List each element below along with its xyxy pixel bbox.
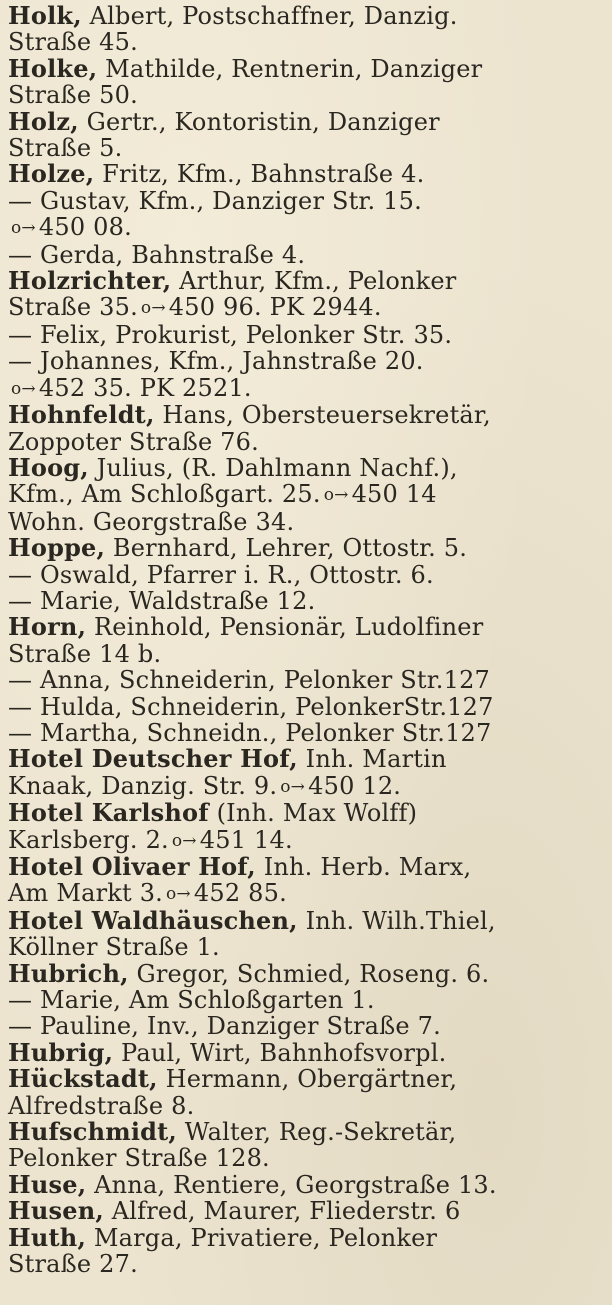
entry-hoog xyxy=(8,452,604,536)
entry-name: Holk, xyxy=(8,1,82,30)
entry-line1: Felix, Prokurist, Pelonker Str. 35. xyxy=(40,320,453,349)
entry-holke xyxy=(8,53,604,110)
entry-line2 xyxy=(8,771,604,800)
entry-husen xyxy=(8,1198,604,1224)
entry-line1: Pauline, Inv., Danziger Straße 7. xyxy=(40,1012,441,1041)
entry-line1: Gregor, Schmied, Roseng. 6. xyxy=(128,959,490,988)
entry-address: Am Markt 3. xyxy=(8,879,163,908)
entry-phone: 450 12. xyxy=(308,771,402,800)
entry-line2: Zoppoter Straße 76. xyxy=(8,427,259,456)
entry-hotel-waldhaeuschen xyxy=(8,905,604,962)
entry-name: Hotel Waldhäuschen, xyxy=(8,905,298,935)
entry-name: Hotel Olivaer Hof, xyxy=(8,852,256,881)
entry-phone: 450 08. xyxy=(38,213,132,242)
entry-line1: Bernhard, Lehrer, Ottostr. 5. xyxy=(105,534,468,563)
entry-hotel-karlshof xyxy=(8,800,604,854)
telephone-icon: o→ xyxy=(166,884,191,905)
entry-name: Huth, xyxy=(8,1222,87,1252)
entry-name: Holz, xyxy=(8,106,79,136)
entry-line2 xyxy=(8,879,604,908)
entry-hoppe xyxy=(8,535,604,561)
entry-line1: Inh. Martin xyxy=(297,745,447,774)
entry-line1: Alfred, Maurer, Fliederstr. 6 xyxy=(103,1197,461,1226)
entry-line1: Oswald, Pfarrer i. R., Ottostr. 6. xyxy=(40,560,434,589)
entry-address: Karlsberg. 2. xyxy=(8,825,169,854)
entry-dash: — xyxy=(8,240,41,269)
entry-phone: 451 14. xyxy=(199,825,293,854)
telephone-icon: o→ xyxy=(11,218,36,239)
entry-dash: — xyxy=(8,186,41,215)
entry-name: Hotel Deutscher Hof, xyxy=(8,744,298,774)
telephone-icon: o→ xyxy=(11,378,36,399)
entry-phone: 452 85. xyxy=(193,879,287,908)
entry-pauline xyxy=(8,1013,604,1039)
entry-martha xyxy=(8,720,604,746)
entry-dash: — xyxy=(8,320,41,349)
entry-johannes xyxy=(8,348,604,402)
entry-address: Kfm., Am Schloßgart. 25. xyxy=(8,480,321,509)
entry-hueckstadt xyxy=(8,1066,604,1119)
entry-name: Huse, xyxy=(8,1169,87,1199)
entry-line1: Marie, Waldstraße 12. xyxy=(40,586,316,615)
entry-line1: Marie, Am Schloßgarten 1. xyxy=(40,986,375,1015)
entry-oswald xyxy=(8,562,604,588)
entry-gerda xyxy=(8,242,604,268)
entry-name: Holke, xyxy=(8,53,98,83)
entry-address: Straße 35. xyxy=(8,293,138,322)
entry-marie-hoppe xyxy=(8,588,604,614)
entry-name: Hotel Karlshof xyxy=(8,798,209,828)
entry-name: Hufschmidt, xyxy=(8,1117,177,1147)
entry-hotel-deutscher-hof xyxy=(8,746,604,800)
entry-dash: — xyxy=(8,560,41,589)
entry-name: Hoog, xyxy=(8,452,89,482)
entry-line2 xyxy=(8,480,604,509)
entry-dash: — xyxy=(8,718,41,747)
entry-line1: Julius, (R. Dahlmann Nachf.), xyxy=(88,453,458,482)
entry-line1: Hans, Obersteuersekretär, xyxy=(154,401,491,430)
entry-dash: — xyxy=(8,347,41,376)
entry-name: Hückstadt, xyxy=(8,1064,158,1094)
entry-line1: Hulda, Schneiderin, PelonkerStr.127 xyxy=(40,692,494,721)
entry-name: Holzrichter, xyxy=(8,266,172,296)
entry-hohnfeldt xyxy=(8,402,604,455)
entry-phone: 450 14 xyxy=(351,480,437,509)
entry-line1: Hermann, Obergärtner, xyxy=(157,1065,458,1094)
telephone-icon: o→ xyxy=(171,830,197,851)
entry-hufschmidt xyxy=(8,1119,604,1172)
entry-felix xyxy=(8,322,604,348)
entry-phone: 450 96. xyxy=(168,293,262,322)
entry-huth xyxy=(8,1222,604,1279)
entry-line2 xyxy=(8,825,604,854)
entry-line1: Marga, Privatiere, Pelonker xyxy=(86,1223,438,1252)
entry-line2 xyxy=(11,213,604,242)
entry-line1: Anna, Rentiere, Georgstraße 13. xyxy=(86,1170,497,1199)
entry-line1: (Inh. Max Wolff) xyxy=(208,799,418,828)
entry-name: Horn, xyxy=(8,612,87,642)
entry-horn xyxy=(8,614,604,667)
entry-dash: — xyxy=(8,666,41,695)
entry-marie-hubrich xyxy=(8,987,604,1013)
entry-line1: Inh. Herb. Marx, xyxy=(255,853,472,881)
entry-name: Holze, xyxy=(8,159,95,189)
entry-line2 xyxy=(8,293,604,322)
entry-line1: Gertr., Kontoristin, Danziger xyxy=(78,107,440,136)
entry-line1: Arthur, Kfm., Pelonker xyxy=(171,267,457,296)
entry-holzrichter xyxy=(8,268,604,322)
entry-name: Hubrig, xyxy=(8,1037,114,1067)
entry-line2: Straße 27. xyxy=(8,1250,138,1279)
entry-line1: Johannes, Kfm., Jahnstraße 20. xyxy=(40,347,424,376)
entry-holze xyxy=(8,161,604,187)
entry-line1: Paul, Wirt, Bahnhofsvorpl. xyxy=(113,1038,447,1067)
entry-line1: Walter, Reg.-Sekretär, xyxy=(176,1118,457,1147)
entry-line1: Mathilde, Rentnerin, Danziger xyxy=(97,54,483,83)
entry-dash: — xyxy=(8,986,41,1015)
entry-line2 xyxy=(11,373,604,402)
entry-pk: PK 2521. xyxy=(131,373,252,402)
telephone-icon: o→ xyxy=(323,485,349,506)
entry-address: Knaak, Danzig. Str. 9. xyxy=(8,771,278,800)
telephone-icon: o→ xyxy=(140,298,166,319)
entry-line1: Inh. Wilh.Thiel, xyxy=(297,906,496,935)
entry-line2: Straße 50. xyxy=(8,81,138,110)
entry-line1: Reinhold, Pensionär, Ludolfiner xyxy=(86,613,484,642)
entry-holz xyxy=(8,106,604,163)
entry-line2: Köllner Straße 1. xyxy=(8,933,220,962)
entry-line2: Straße 45. xyxy=(8,28,138,57)
entry-name: Hubrich, xyxy=(8,958,129,988)
entry-line2: Straße 14 b. xyxy=(8,639,162,668)
entry-dash: — xyxy=(8,1012,41,1041)
entry-phone: 452 35. xyxy=(38,373,132,402)
entry-dash: — xyxy=(8,586,41,615)
entry-line1: Anna, Schneiderin, Pelonker Str.127 xyxy=(40,666,491,695)
entry-line2: Straße 5. xyxy=(8,134,123,163)
entry-hotel-olivaer-hof xyxy=(8,854,604,908)
entry-holk xyxy=(8,3,604,56)
entry-name: Hoppe, xyxy=(8,533,106,563)
entry-anna-horn xyxy=(8,667,604,693)
entry-hubrich xyxy=(8,958,604,988)
entry-hubrig xyxy=(8,1037,604,1067)
entry-line1: Gustav, Kfm., Danziger Str. 15. xyxy=(40,186,422,215)
entry-line2: Alfredstraße 8. xyxy=(8,1091,195,1120)
entry-gustav xyxy=(8,188,604,242)
entry-hulda xyxy=(8,694,604,720)
entry-line1: Gerda, Bahnstraße 4. xyxy=(40,240,306,269)
entry-dash: — xyxy=(8,692,41,721)
entry-line2: Pelonker Straße 128. xyxy=(8,1144,270,1173)
entry-name: Husen, xyxy=(8,1196,104,1226)
entry-line3: Wohn. Georgstraße 34. xyxy=(8,507,295,536)
entry-pk: PK 2944. xyxy=(261,293,382,322)
entry-name: Hohnfeldt, xyxy=(8,400,155,430)
entry-line1: Martha, Schneidn., Pelonker Str.127 xyxy=(40,718,492,747)
entry-line1: Albert, Postschaffner, Danzig. xyxy=(81,2,458,30)
telephone-icon: o→ xyxy=(280,776,306,797)
entry-line1: Fritz, Kfm., Bahnstraße 4. xyxy=(94,160,425,189)
entry-huse xyxy=(8,1169,604,1199)
